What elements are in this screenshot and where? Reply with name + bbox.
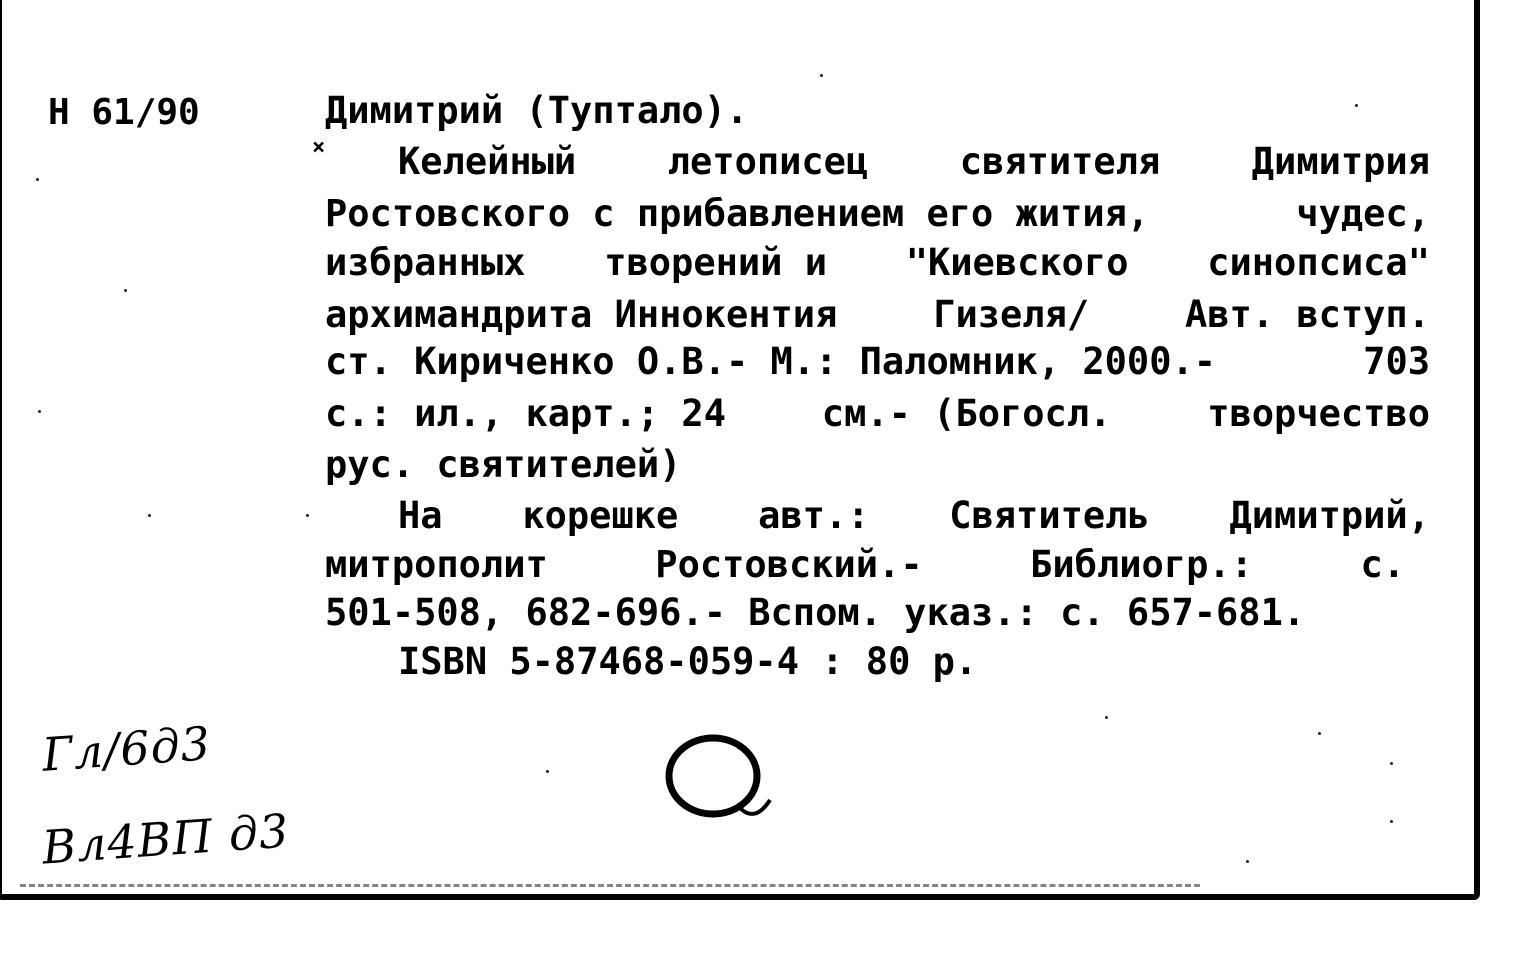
body-line-1 (398, 140, 1430, 183)
body-line-10: 501-508, 682-696.- Вспом. указ.: с. 657-681. (325, 591, 1306, 634)
shelfmark: Н 61/90 (48, 92, 200, 133)
body-word: с.: ил., карт.; 24 (325, 392, 726, 435)
body-line-6 (325, 392, 1430, 435)
body-word: Авт. вступ. (1184, 293, 1430, 336)
body-word: с. (1360, 543, 1405, 586)
author-heading: Димитрий (Туптало). (325, 89, 749, 132)
handwritten-annotation-2: Вл4ВП д3 (40, 803, 291, 875)
body-word: корешке (522, 494, 679, 537)
body-word: Келейный (398, 140, 577, 183)
body-word: святителя (959, 140, 1161, 183)
body-line-3 (325, 241, 1430, 284)
body-word: Библиогр.: (1030, 543, 1253, 586)
body-word: ст. Кириченко О.В.- М.: Паломник, 2000.- (325, 340, 1217, 383)
body-word: митрополит (325, 543, 548, 586)
mark-x: × (312, 135, 326, 160)
body-word: Святитель (949, 494, 1150, 537)
body-line-5 (325, 340, 1430, 383)
body-word: Ростовский.- (655, 543, 923, 586)
body-word: Димитрия (1251, 140, 1430, 183)
body-word: архимандрита Иннокентия (325, 293, 838, 336)
body-word: Гизеля/ (933, 293, 1090, 336)
body-word: На (398, 494, 443, 537)
body-line-4 (325, 293, 1430, 336)
body-line-2 (325, 192, 1430, 235)
body-word: Ростовского с прибавлением его жития, (325, 192, 1150, 235)
body-word: "Киевского (905, 241, 1129, 284)
body-word: избранных (325, 241, 526, 284)
body-word: чудес, (1296, 192, 1430, 235)
body-word: 703 (1363, 340, 1430, 383)
isbn-line: ISBN 5-87468-059-4 : 80 р. (398, 640, 978, 683)
body-line-9 (325, 543, 1405, 586)
handwritten-annotation-1: Гл/6д3 (40, 716, 213, 782)
body-word: творений и (604, 241, 827, 284)
body-word: Димитрий, (1229, 494, 1430, 537)
body-word: летописец (667, 140, 869, 183)
punch-hole (655, 728, 780, 838)
body-word: авт.: (758, 494, 870, 537)
body-word: синопсиса" (1207, 241, 1430, 284)
body-line-8 (398, 494, 1430, 537)
body-line-7: рус. святителей) (325, 443, 682, 486)
bottom-dashed-line (20, 884, 1200, 891)
body-word: творчество (1207, 392, 1430, 435)
body-word: см.- (Богосл. (821, 392, 1112, 435)
